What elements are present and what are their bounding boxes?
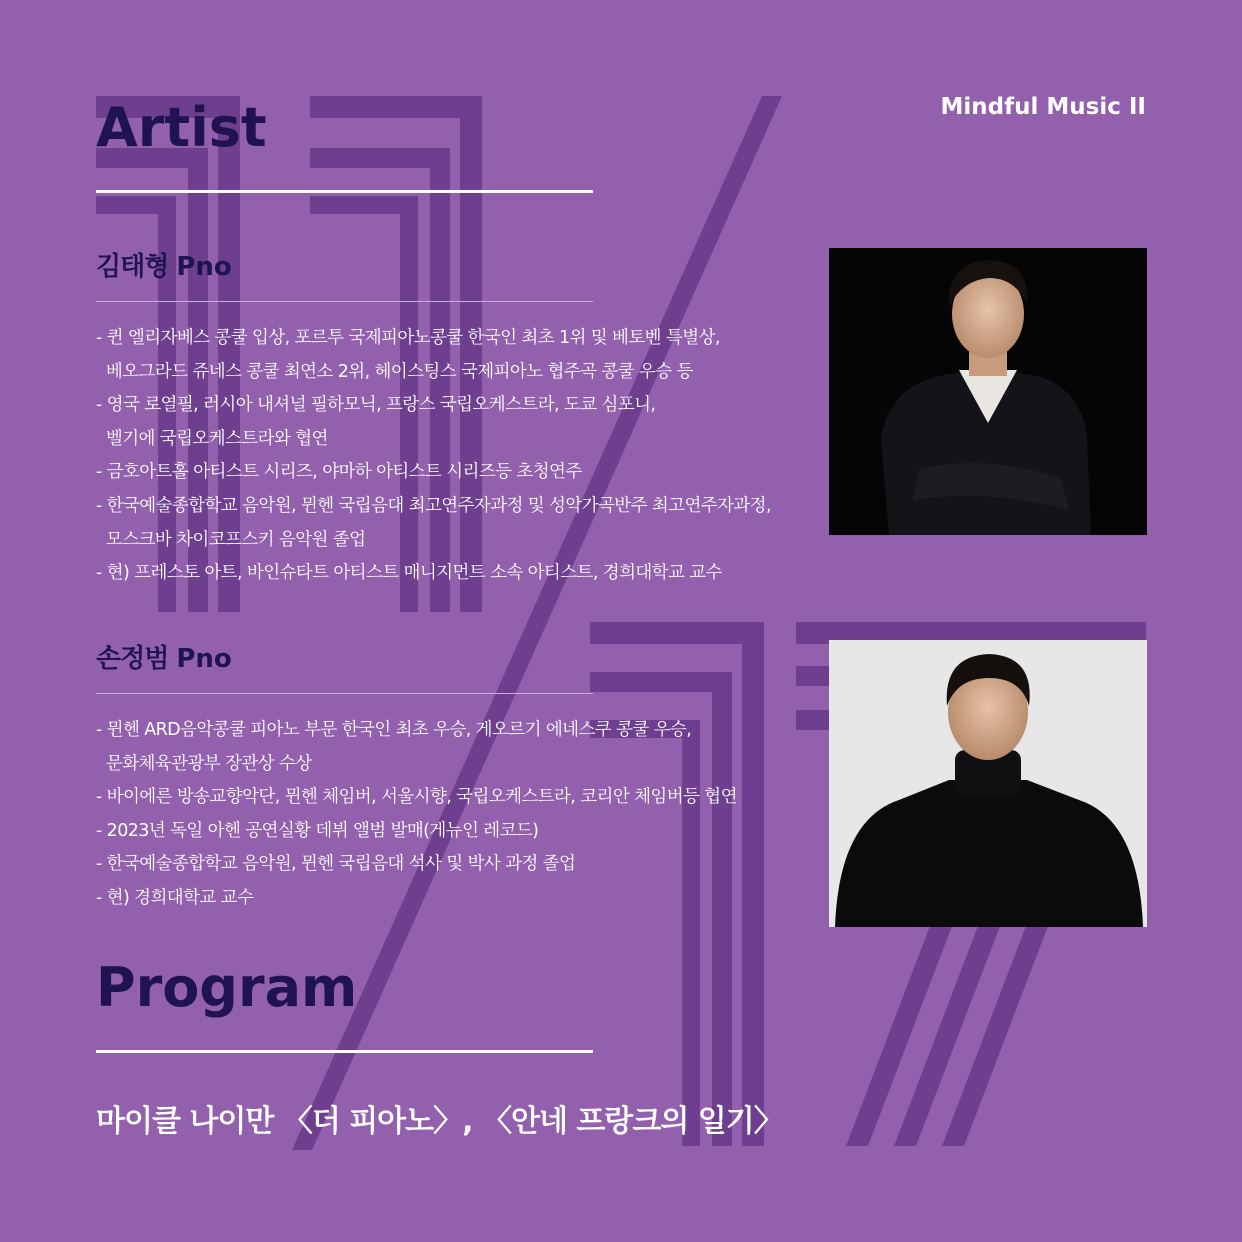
- bio-line: - 퀸 엘리자베스 콩쿨 입상, 포르투 국제피아노콩쿨 한국인 최초 1위 및 베토벤 특별상,: [96, 328, 720, 348]
- bio-line: 문화체육관광부 장관상 수상: [96, 753, 312, 774]
- deco-bar: [590, 672, 732, 692]
- artist-role: Pno: [176, 252, 232, 282]
- artist-name: [96, 246, 232, 283]
- artist-divider: [96, 301, 593, 302]
- artist-photo-kim: [829, 248, 1147, 535]
- deco-bar: [796, 710, 830, 730]
- series-title: Mindful Music II: [940, 94, 1146, 120]
- artist-name-korean: 김태형: [96, 252, 169, 282]
- bio-line: - 현) 경희대학교 교수: [96, 887, 254, 908]
- deco-bar: [310, 96, 482, 118]
- program-heading-rule: [96, 1050, 593, 1053]
- bio-line: 벨기에 국립오케스트라와 협연: [96, 428, 328, 449]
- program-text: 마이클 나이만 〈더 피아노〉, 〈안네 프랑크의 일기〉: [96, 1104, 783, 1139]
- artist-heading: Artist: [96, 96, 267, 159]
- bio-line: - 한국예술종합학교 음악원, 뮌헨 국립음대 석사 및 박사 과정 졸업: [96, 854, 576, 875]
- bio-line: 베오그라드 쥬네스 콩쿨 최연소 2위, 헤이스팅스 국제피아노 협주곡 콩쿨 우승 등: [96, 361, 693, 382]
- bio-line: - 뮌헨 ARD음악콩쿨 피아노 부문 한국인 최초 우승, 게오르기 에네스쿠 콩쿨 우승,: [96, 720, 692, 740]
- artist-divider: [96, 693, 593, 694]
- bio-line: - 한국예술종합학교 음악원, 뮌헨 국립음대 최고연주자과정 및 성악가곡반주 최고연주자과정,: [96, 495, 771, 516]
- program-heading: Program: [96, 956, 358, 1019]
- bio-line: - 바이에른 방송교향악단, 뮌헨 체임버, 서울시향, 국립오케스트라, 코리안 체임버등 협연: [96, 787, 737, 808]
- artist-photo-son: [829, 640, 1147, 927]
- artist-heading-rule: [96, 190, 593, 193]
- deco-bar: [310, 148, 450, 168]
- artist-bio-list: [96, 322, 771, 591]
- deco-bar: [796, 666, 830, 686]
- bio-line: - 2023년 독일 아헨 공연실황 데뷔 앨범 발매(게뉴인 레코드): [96, 820, 539, 841]
- artist-role: Pno: [176, 644, 232, 674]
- bio-line: 모스크바 차이코프스키 음악원 졸업: [96, 529, 366, 550]
- deco-bar: [742, 622, 764, 1146]
- artist-bio-list: [96, 714, 737, 916]
- deco-bar: [590, 622, 764, 644]
- bio-line: - 금호아트홀 아티스트 시리즈, 야마하 아티스트 시리즈등 초청연주: [96, 462, 582, 483]
- bio-line: - 현) 프레스토 아트, 바인슈타트 아티스트 매니지먼트 소속 아티스트, 경희대학교 교수: [96, 563, 722, 584]
- bio-line: - 영국 로열필, 러시아 내셔널 필하모닉, 프랑스 국립오케스트라, 도쿄 심포니,: [96, 395, 656, 416]
- artist-name-korean: 손정범: [96, 644, 169, 674]
- artist-name: [96, 638, 232, 675]
